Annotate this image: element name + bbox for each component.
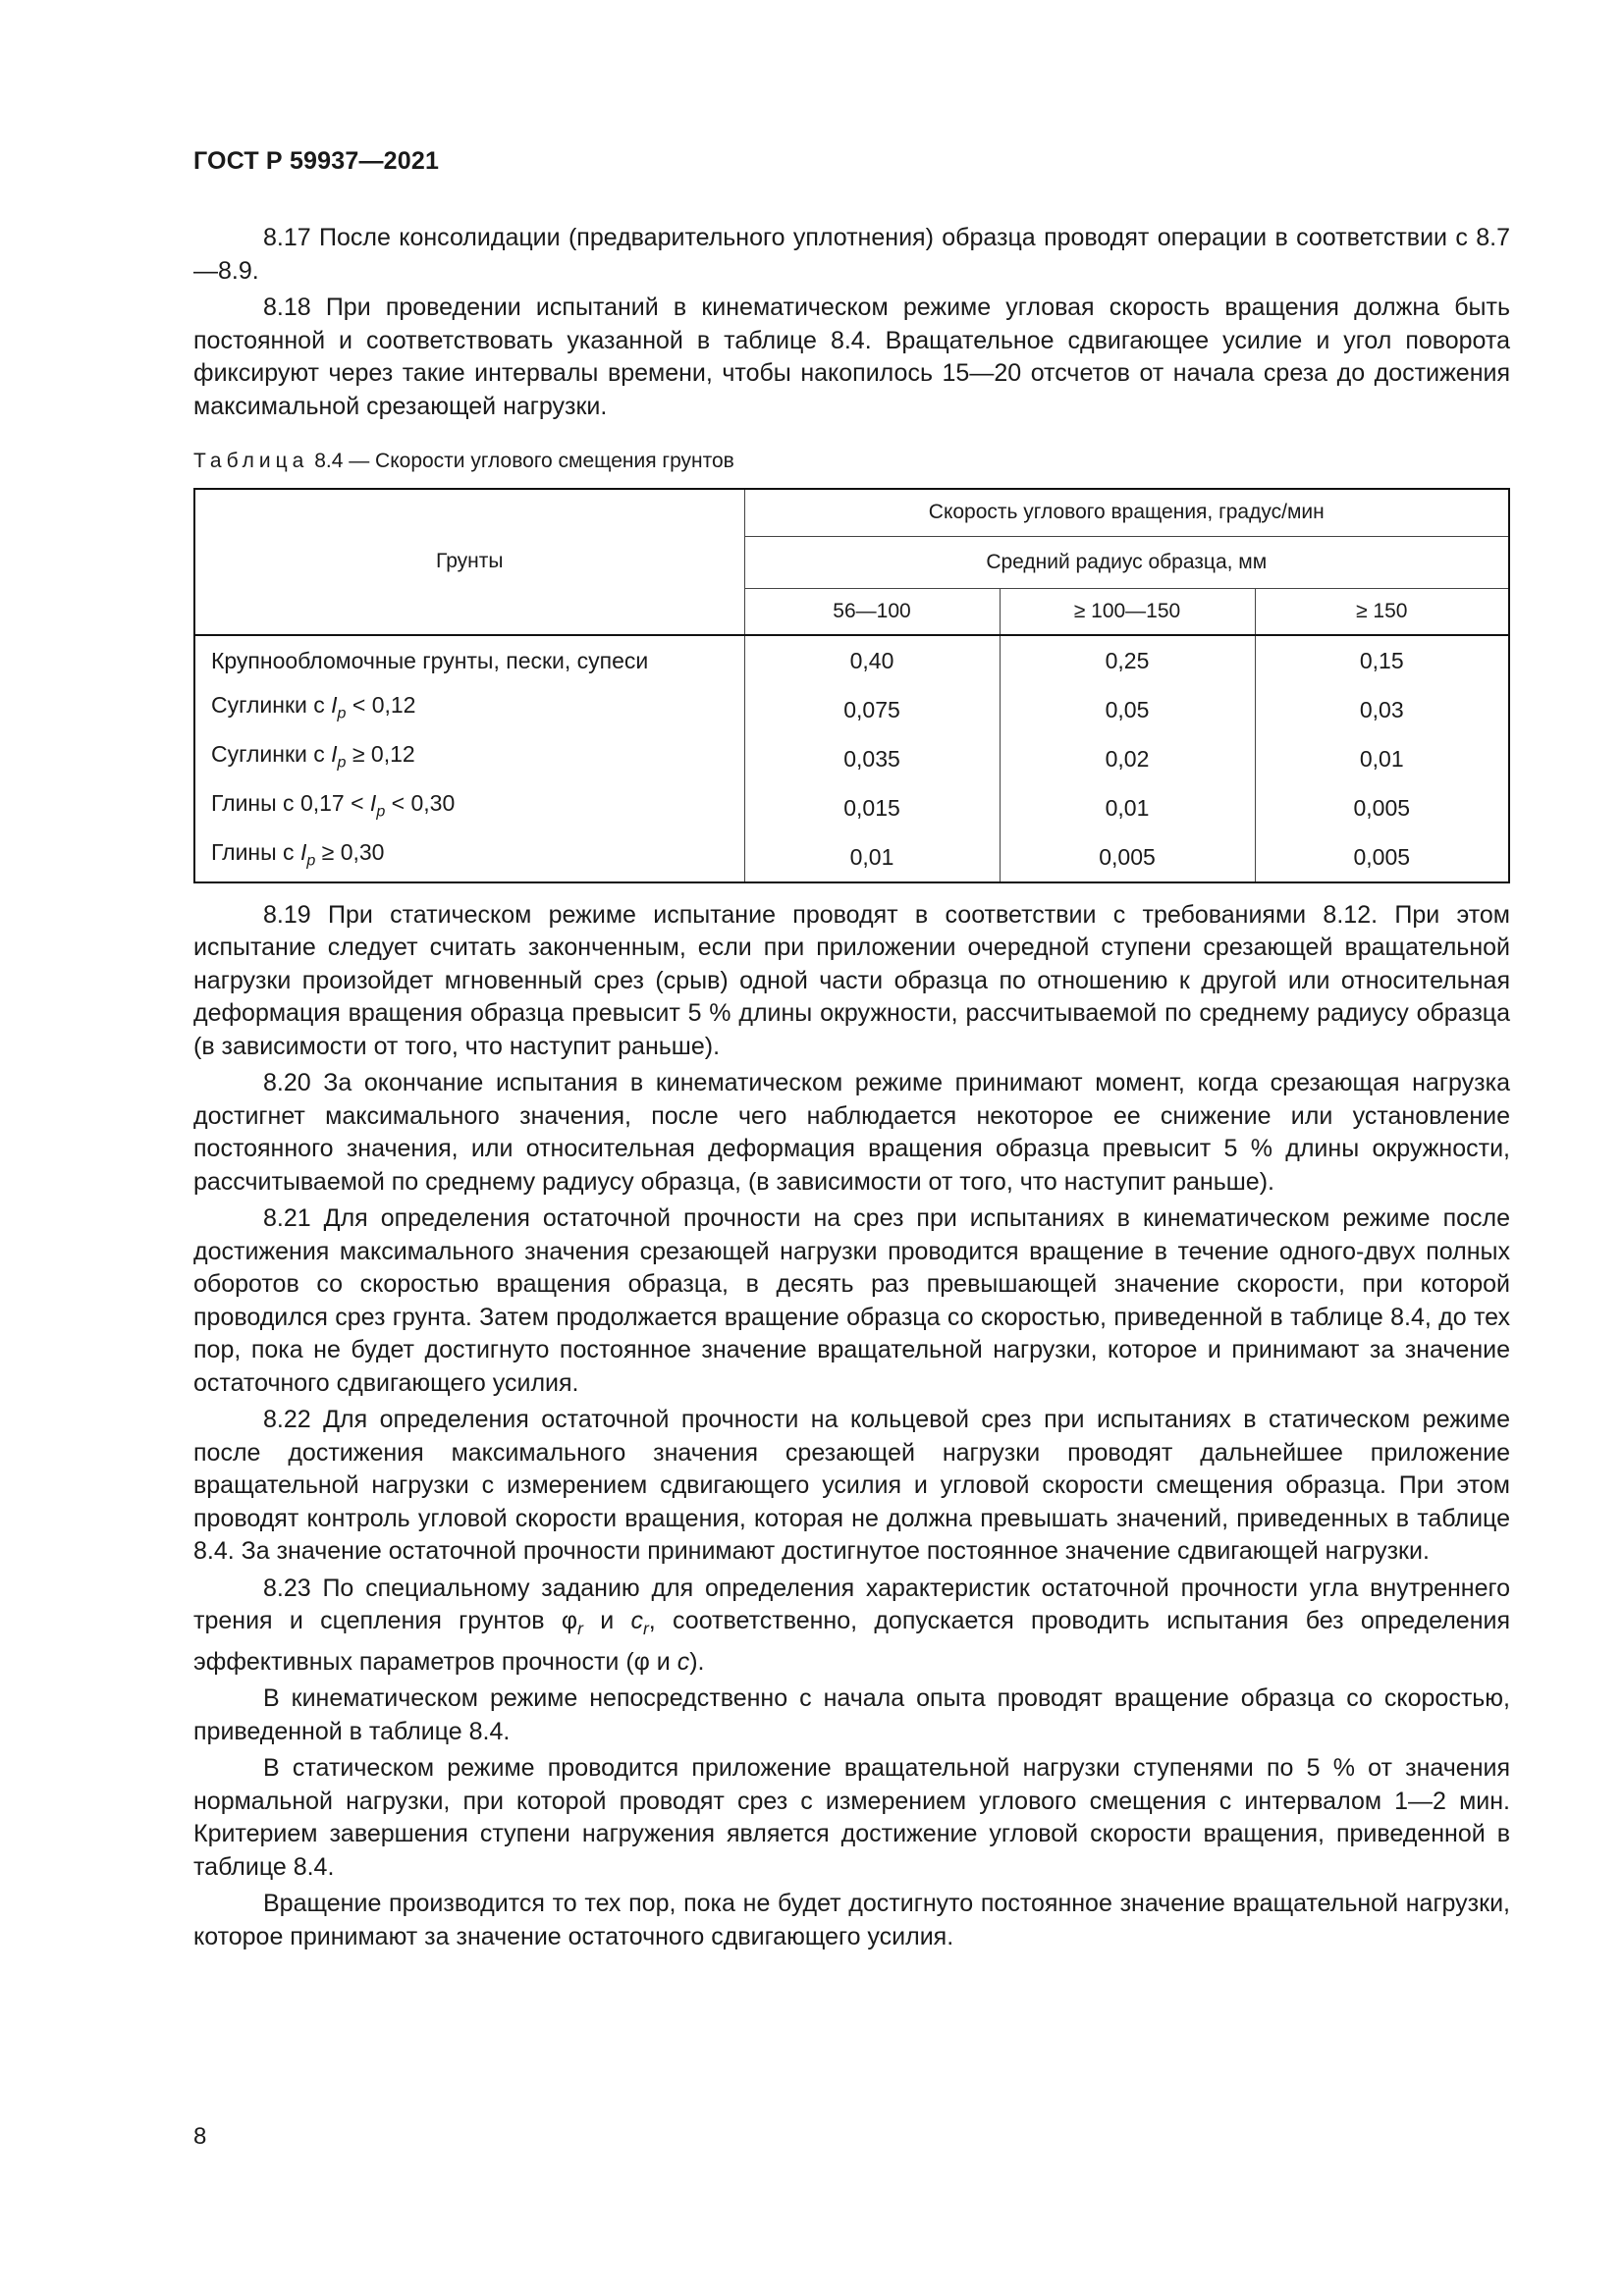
page-number: 8 xyxy=(193,2123,207,2150)
paragraph-8-20: 8.20 За окончание испытания в кинематическом режиме принимают момент, когда срезающая нагрузка достигнет максимального значения, после чего наблюдается некоторое ее снижение или установление постоянного значения, или относительная деформация вращения образца превысит 5 % длины окружности, рассчитываемой по среднему радиусу образца, (в зависимости от того, что наступит раньше). xyxy=(193,1069,1510,1196)
table-cell: 0,035 xyxy=(744,734,1000,783)
table-cell: 0,02 xyxy=(1000,734,1255,783)
paragraph-8-17: 8.17 После консолидации (предварительного уплотнения) образца проводят операции в соответствии с 8.7—8.9. xyxy=(193,224,1510,285)
table-row xyxy=(194,783,1509,832)
table-cell: 0,15 xyxy=(1255,635,1509,685)
table-caption-text: 8.4 — Скорости углового смещения грунтов xyxy=(314,450,734,472)
soil-name: Суглинки с $I_p < 0,12$ xyxy=(194,685,744,734)
table-row xyxy=(194,734,1509,783)
table-cell: 0,40 xyxy=(744,635,1000,685)
table-header-speed: Скорость углового вращения, градус/мин xyxy=(744,489,1509,537)
table-row xyxy=(194,635,1509,685)
table-caption xyxy=(193,445,1510,478)
paragraph-kinematic: В кинематическом режиме непосредственно с начала опыта проводят вращение образца со скоростью, приведенной в таблице 8.4. xyxy=(193,1684,1510,1745)
soil-name: Глины с $0,17 < I_p < 0,30$ xyxy=(194,783,744,832)
table-cell: 0,01 xyxy=(1255,734,1509,783)
table-header-radius-col: ≥ 150 xyxy=(1255,588,1509,635)
table-cell: 0,005 xyxy=(1255,832,1509,882)
table-caption-label: Таблица xyxy=(193,450,309,472)
table-row xyxy=(194,832,1509,882)
document-header: ГОСТ Р 59937—2021 xyxy=(193,147,440,175)
table-cell: 0,01 xyxy=(744,832,1000,882)
soil-name: Крупнообломочные грунты, пески, супеси xyxy=(194,635,744,685)
table-cell: 0,015 xyxy=(744,783,1000,832)
table-cell: 0,01 xyxy=(1000,783,1255,832)
paragraph-rotation: Вращение производится то тех пор, пока не будет достигнуто постоянное значение вращательной нагрузки, которое принимают за значение остаточного сдвигающего усилия. xyxy=(193,1890,1510,1950)
table-header-radius-col: ≥ 100—150 xyxy=(1000,588,1255,635)
table-header-radius-col: 56—100 xyxy=(744,588,1000,635)
table-header-radius: Средний радиус образца, мм xyxy=(744,536,1509,588)
table-cell: 0,075 xyxy=(744,685,1000,734)
table-cell: 0,25 xyxy=(1000,635,1255,685)
soil-name: Суглинки с $I_p \ge 0,12$ xyxy=(194,734,744,783)
table-cell: 0,005 xyxy=(1000,832,1255,882)
paragraph-8-21: 8.21 Для определения остаточной прочности на срез при испытаниях в кинематическом режиме после достижения максимального значения срезающей нагрузки проводится вращение в течение одного-двух полных оборотов со скоростью вращения образца, в десять раз превышающей значение скорости, при которой проводился срез грунта. Затем продолжается вращение образца со скоростью, приведенной в таблице 8.4, до тех пор, пока не будет достигнуто постоянное значение вращательной нагрузки, которое и принимают за значение остаточного сдвигающего усилия. xyxy=(193,1204,1510,1397)
table-cell: 0,005 xyxy=(1255,783,1509,832)
paragraph-8-18: 8.18 При проведении испытаний в кинематическом режиме угловая скорость вращения должна быть постоянной и соответствовать указанной в таблице 8.4. Вращательное сдвигающее усилие и угол поворота фиксируют через такие интервалы времени, чтобы накопилось 15—20 отсчетов от начала среза до достижения максимальной срезающей нагрузки. xyxy=(193,294,1510,420)
table-cell: 0,03 xyxy=(1255,685,1509,734)
speed-table xyxy=(193,488,1510,883)
table-row xyxy=(194,685,1509,734)
soil-name: Глины с $I_p \ge 0,30$ xyxy=(194,832,744,882)
paragraph-static: В статическом режиме проводится приложение вращательной нагрузки ступенями по 5 % от значения нормальной нагрузки, при которой проводят срез с измерением углового смещения с интервалом 1—2 мин. Критерием завершения ступени нагружения является достижение угловой скорости вращения, приведенной в таблице 8.4. xyxy=(193,1754,1510,1881)
paragraph-8-19: 8.19 При статическом режиме испытание проводят в соответствии с требованиями 8.12. При этом испытание следует считать законченным, если при приложении очередной ступени срезающей вращательной нагрузки произойдет мгновенный срез (срыв) одной части образца по отношению к другой или относительная деформация вращения образца превысит 5 % длины окружности, рассчитываемой по среднему радиусу образца (в зависимости от того, что наступит раньше). xyxy=(193,900,1510,1060)
table-cell: 0,05 xyxy=(1000,685,1255,734)
table-header-soil: Грунты xyxy=(194,489,744,635)
page-content xyxy=(193,222,1510,1957)
paragraph-8-23: 8.23 По специальному заданию для определения характеристик остаточной прочности угла внутреннего трения и сцепления грунтов $\varphi_r$ и $c_r$, соответственно, допускается проводить испытания без определения эффективных параметров прочности (φ и c). xyxy=(193,1574,1511,1676)
paragraph-8-22: 8.22 Для определения остаточной прочности на кольцевой срез при испытаниях в статическом режиме после достижения максимального значения срезающей нагрузки проводят дальнейшее приложение вращательной нагрузки с измерением сдвигающего усилия и угловой скорости смещения образца. При этом проводят контроль угловой скорости вращения, которая не должна превышать значений, приведенных в таблице 8.4. За значение остаточной прочности принимают достигнутое постоянное значение сдвигающей нагрузки. xyxy=(193,1406,1510,1565)
